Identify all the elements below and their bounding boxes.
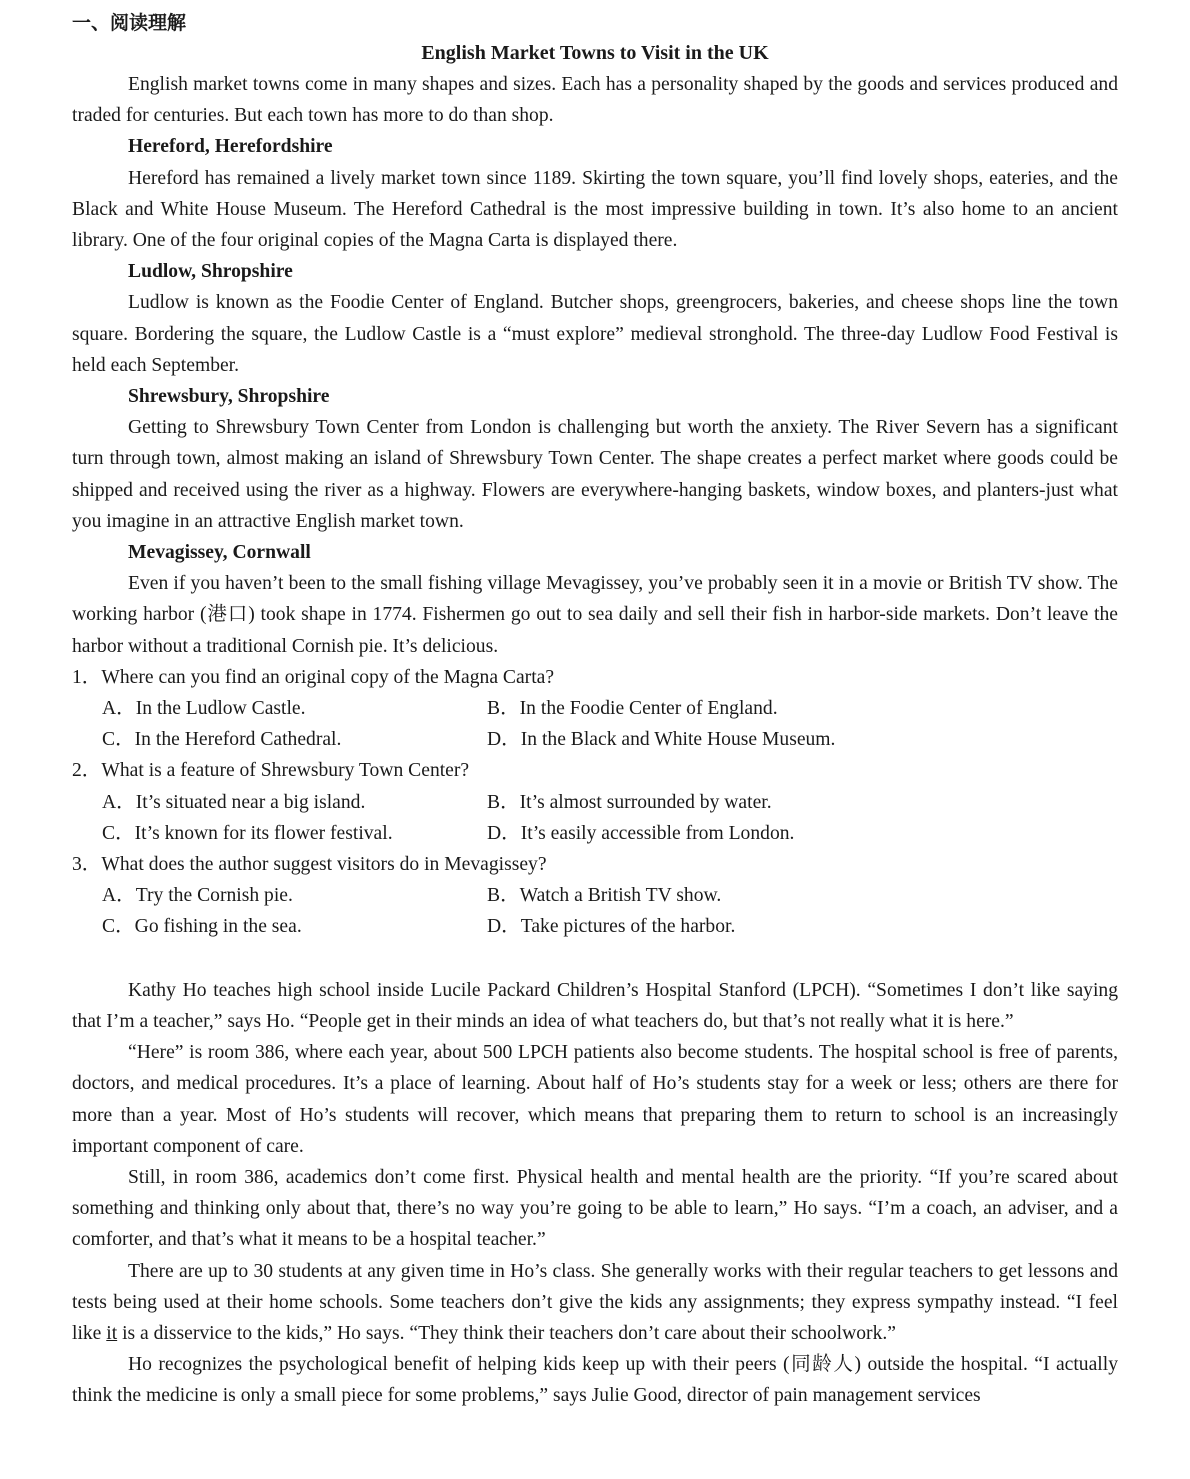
option-c: C．In the Hereford Cathedral. (102, 729, 342, 751)
intro-paragraph: English market towns come in many shapes and sizes. Each has a personality shaped by the goods and services produced and traded for centuries. But each town has more to do than shop. (72, 74, 1118, 127)
options (72, 880, 1118, 942)
option-c: C．It’s known for its flower festival. (102, 822, 393, 844)
option-a: A．Try the Cornish pie. (102, 885, 293, 907)
option-b: B．In the Foodie Center of England. (487, 698, 778, 720)
option-d: D．In the Black and White House Museum. (487, 729, 836, 751)
options (72, 787, 1118, 849)
town-text-mevagissey: Even if you haven’t been to the small fishing village Mevagissey, you’ve probably seen it in a movie or British TV show. The working harbor (港口) took shape in 1774. Fishermen go out to sea daily and sell their fish in harbor-side markets. Don’t leave the harbor without a traditional Cornish pie. It’s delicious. (72, 573, 1118, 657)
underlined-word: it (106, 1322, 118, 1344)
article-title: English Market Towns to Visit in the UK (421, 42, 769, 64)
town-text-ludlow: Ludlow is known as the Foodie Center of England. Butcher shops, greengrocers, bakeries, and cheese shops line the town square. Bordering the square, the Ludlow Castle is a “must explore” medieval stronghold. The three-day Ludlow Food Festival is held each September. (72, 292, 1118, 376)
question-3 (72, 849, 1118, 943)
passage-1 (72, 38, 1118, 943)
town-heading-ludlow: Ludlow, Shropshire (128, 261, 293, 283)
option-a: A．In the Ludlow Castle. (102, 698, 306, 720)
option-d: D．Take pictures of the harbor. (487, 916, 736, 938)
paragraph: Still, in room 386, academics don’t come first. Physical health and mental health are the priority. “If you’re scared about something and thinking only about that, there’s no way you’re going to be able to learn,” Ho says. “I’m a coach, an adviser, and a comforter, and that’s what it means to be a hospital teacher.” (72, 1166, 1118, 1251)
question-1 (72, 662, 1118, 756)
paragraph-with-underline (72, 1256, 1118, 1350)
question-stem: 3．What does the author suggest visitors do in Mevagissey? (72, 854, 547, 876)
text-segment: is a disservice to the kids,” Ho says. “They think their teachers don’t care about their schoolwork.” (117, 1322, 896, 1344)
option-c: C．Go fishing in the sea. (102, 916, 302, 938)
paragraph: Kathy Ho teaches high school inside Lucile Packard Children’s Hospital Stanford (LPCH). “Sometimes I don’t like saying that I’m a teacher,” says Ho. “People get in their minds an idea of what teachers do, but that’s not really what it is here.” (72, 979, 1118, 1032)
passage-gap (72, 943, 1118, 975)
town-text-shrewsbury: Getting to Shrewsbury Town Center from London is challenging but worth the anxiety. The River Severn has a significant turn through town, almost making an island of Shrewsbury Town Center. The shape creates a perfect market where goods could be shipped and received using the river as a highway. Flowers are everywhere-hanging baskets, window boxes, and planters-just what you imagine in an attractive English market town. (72, 417, 1118, 532)
town-text-hereford: Hereford has remained a lively market town since 1189. Skirting the town square, you’ll find lovely shops, eateries, and the Black and White House Museum. The Hereford Cathedral is the most impressive building in town. It’s also home to an ancient library. One of the four original copies of the Magna Carta is displayed there. (72, 167, 1118, 252)
town-heading-hereford: Hereford, Herefordshire (128, 136, 333, 158)
options (72, 693, 1118, 755)
question-stem: 1．Where can you find an original copy of the Magna Carta? (72, 666, 555, 688)
text-segment: There are up to 30 students at any given time in Ho’s class. She generally works with their regular teachers to get lessons and tests being used at their home schools. Some teachers don’t give the kids any assignments; they express sympathy instead. “I feel like (72, 1260, 1118, 1344)
town-heading-mevagissey: Mevagissey, Cornwall (128, 542, 311, 564)
town-heading-shrewsbury: Shrewsbury, Shropshire (128, 386, 330, 408)
exam-page (72, 8, 1118, 1412)
option-b: B．Watch a British TV show. (487, 885, 722, 907)
question-stem: 2．What is a feature of Shrewsbury Town Center? (72, 760, 470, 782)
section-title: 一、阅读理解 (72, 12, 187, 34)
paragraph: Ho recognizes the psychological benefit of helping kids keep up with their peers (同龄人) outside the hospital. “I actually think the medicine is only a small piece for some problems,” says Julie Good, director of pain management services (72, 1354, 1118, 1407)
option-d: D．It’s easily accessible from London. (487, 822, 795, 844)
option-b: B．It’s almost surrounded by water. (487, 791, 772, 813)
option-a: A．It’s situated near a big island. (102, 791, 366, 813)
passage-2 (72, 975, 1118, 1412)
paragraph: “Here” is room 386, where each year, about 500 LPCH patients also become students. The hospital school is free of parents, doctors, and medical procedures. It’s a place of learning. About half of Ho’s students stay for a week or less; others are there for more than a year. Most of Ho’s students will recover, which means that preparing them to return to school is an increasingly important component of care. (72, 1042, 1118, 1157)
question-2 (72, 755, 1118, 849)
